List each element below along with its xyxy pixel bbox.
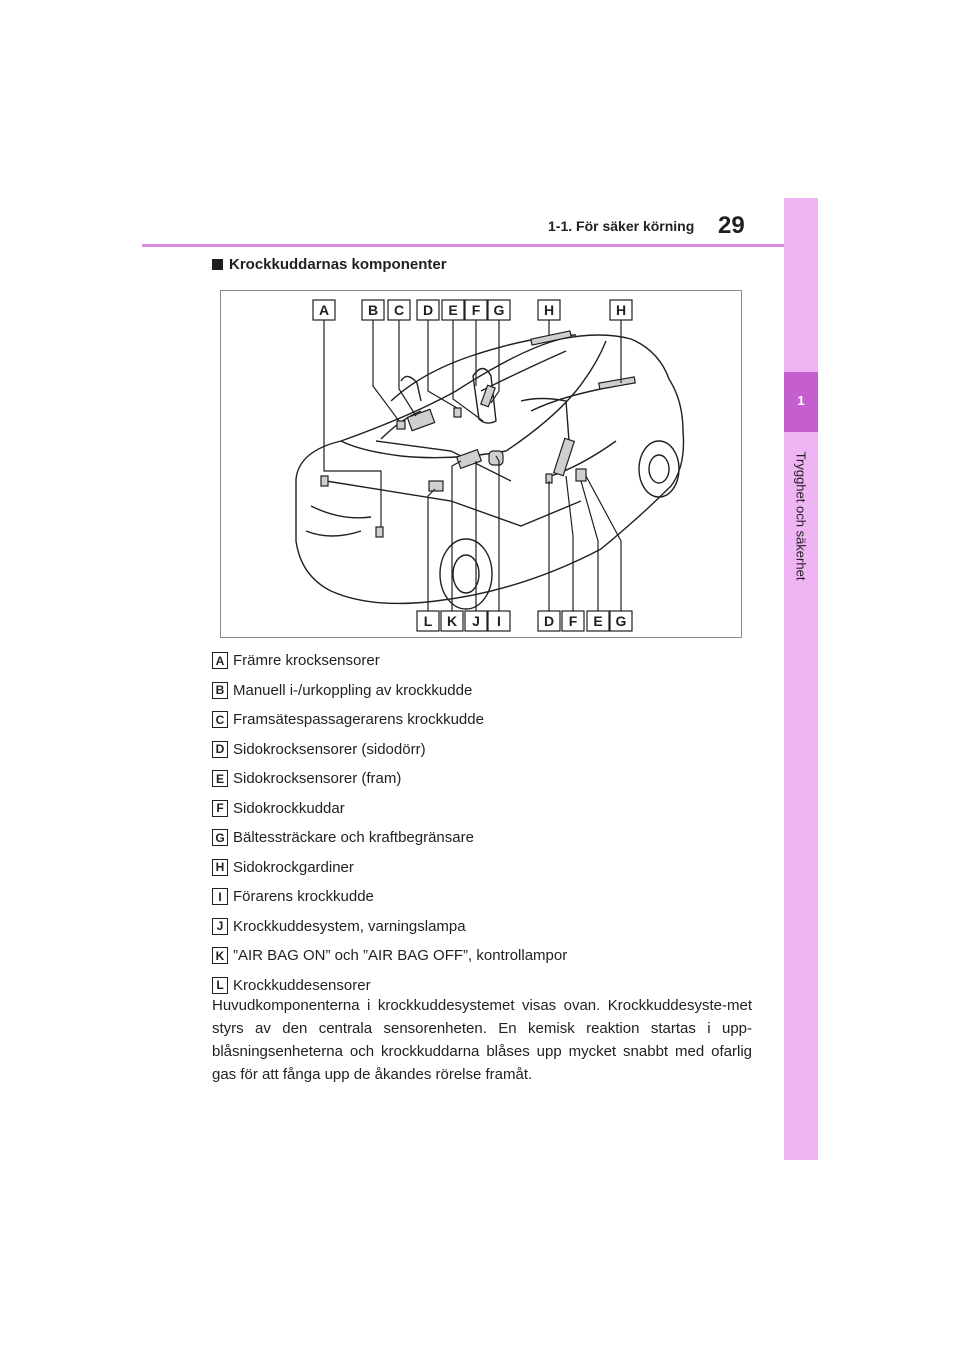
callout-label-k: K xyxy=(446,613,458,629)
callout-label-c: C xyxy=(393,302,405,318)
callout-label-e: E xyxy=(593,613,603,629)
legend-letter-badge: C xyxy=(212,711,228,728)
section-heading xyxy=(212,256,447,273)
front-crash-sensor-1 xyxy=(321,476,328,486)
callout-label-f: F xyxy=(568,613,578,629)
legend-item xyxy=(212,794,772,824)
chapter-number: 1 xyxy=(797,393,805,408)
callout-label-j: J xyxy=(472,613,480,629)
legend-letter-badge: E xyxy=(212,770,228,787)
legend-item xyxy=(212,912,772,942)
legend-description: Främre krocksensorer xyxy=(233,652,380,670)
section-heading-text: Krockkuddarnas komponenter xyxy=(229,256,447,273)
legend-description: Sidokrockkuddar xyxy=(233,799,345,817)
legend-item xyxy=(212,676,772,706)
callout-label-b: B xyxy=(367,302,379,318)
legend-item xyxy=(212,735,772,765)
legend-item xyxy=(212,764,772,794)
harness-lines xyxy=(326,351,616,526)
chapter-side-tab xyxy=(784,198,818,1160)
legend-description: Framsätespassagerarens krockkudde xyxy=(233,711,484,729)
header-rule xyxy=(142,244,784,247)
legend-list xyxy=(212,646,772,1000)
square-bullet-icon xyxy=(212,259,223,270)
callout-label-e: E xyxy=(448,302,458,318)
legend-description: Förarens krockkudde xyxy=(233,888,374,906)
callout-label-a: A xyxy=(318,302,330,318)
legend-description: Sidokrockgardiner xyxy=(233,858,354,876)
legend-letter-badge: A xyxy=(212,652,228,669)
callout-label-h: H xyxy=(543,302,555,318)
bottom-label-row xyxy=(417,611,632,631)
callout-label-h: H xyxy=(615,302,627,318)
callout-label-g: G xyxy=(615,613,627,629)
legend-letter-badge: H xyxy=(212,859,228,876)
legend-description: ”AIR BAG ON” och ”AIR BAG OFF”, kontrollampor xyxy=(233,947,568,965)
front-crash-sensor-2 xyxy=(376,527,383,537)
body-paragraph: Huvudkomponenterna i krockkuddesystemet visas ovan. Krockkuddesyste-met styrs av den centrala sensorenheten. En kemisk reaktion startas i upp-blåsningsenheterna och krockkuddarna blåses upp mycket snabbt med ofarlig gas för att fånga upp de åkandes rörelse framåt. xyxy=(212,997,752,1083)
legend-letter-badge: D xyxy=(212,741,228,758)
callout-label-d: D xyxy=(422,302,434,318)
legend-letter-badge: J xyxy=(212,918,228,935)
callout-label-l: L xyxy=(423,613,433,629)
pretensioner-rear xyxy=(576,469,586,481)
side-door-sensor-front xyxy=(454,408,461,417)
page-number: 29 xyxy=(718,212,745,239)
legend-letter-badge: F xyxy=(212,800,228,817)
callout-label-f: F xyxy=(471,302,481,318)
legend-letter-badge: B xyxy=(212,682,228,699)
airbag-switch xyxy=(397,421,405,429)
legend-description: Krockkuddesensorer xyxy=(233,976,371,994)
legend-description: Sidokrocksensorer (sidodörr) xyxy=(233,740,426,758)
car-outline xyxy=(296,335,684,609)
airbag-components-figure xyxy=(220,290,742,638)
chapter-title: Trygghet och säkerhet xyxy=(793,451,809,581)
callout-label-d: D xyxy=(543,613,555,629)
legend-item xyxy=(212,705,772,735)
legend-item xyxy=(212,823,772,853)
top-label-row xyxy=(313,300,632,320)
legend-item xyxy=(212,941,772,971)
legend-letter-badge: K xyxy=(212,947,228,964)
car-airbag-diagram xyxy=(221,291,741,637)
legend-letter-badge: I xyxy=(212,888,228,905)
callout-label-i: I xyxy=(497,613,501,629)
legend-item xyxy=(212,882,772,912)
legend-description: Krockkuddesystem, varningslampa xyxy=(233,917,466,935)
callout-label-g: G xyxy=(493,302,505,318)
legend-letter-badge: L xyxy=(212,977,228,994)
curtain-airbag-1 xyxy=(531,331,571,345)
driver-airbag xyxy=(489,451,503,465)
airbag-sensor-unit xyxy=(429,481,443,491)
curtain-airbag-2 xyxy=(599,377,635,389)
legend-description: Manuell i-/urkoppling av krockkudde xyxy=(233,681,473,699)
legend-item xyxy=(212,853,772,883)
side-airbag-rear xyxy=(554,438,575,475)
legend-letter-badge: G xyxy=(212,829,228,846)
legend-description: Sidokrocksensorer (fram) xyxy=(233,770,402,788)
warning-lamp xyxy=(457,450,482,469)
legend-description: Bältessträckare och kraftbegränsare xyxy=(233,829,474,847)
header-section-title: 1-1. För säker körning xyxy=(548,218,695,234)
legend-item xyxy=(212,646,772,676)
